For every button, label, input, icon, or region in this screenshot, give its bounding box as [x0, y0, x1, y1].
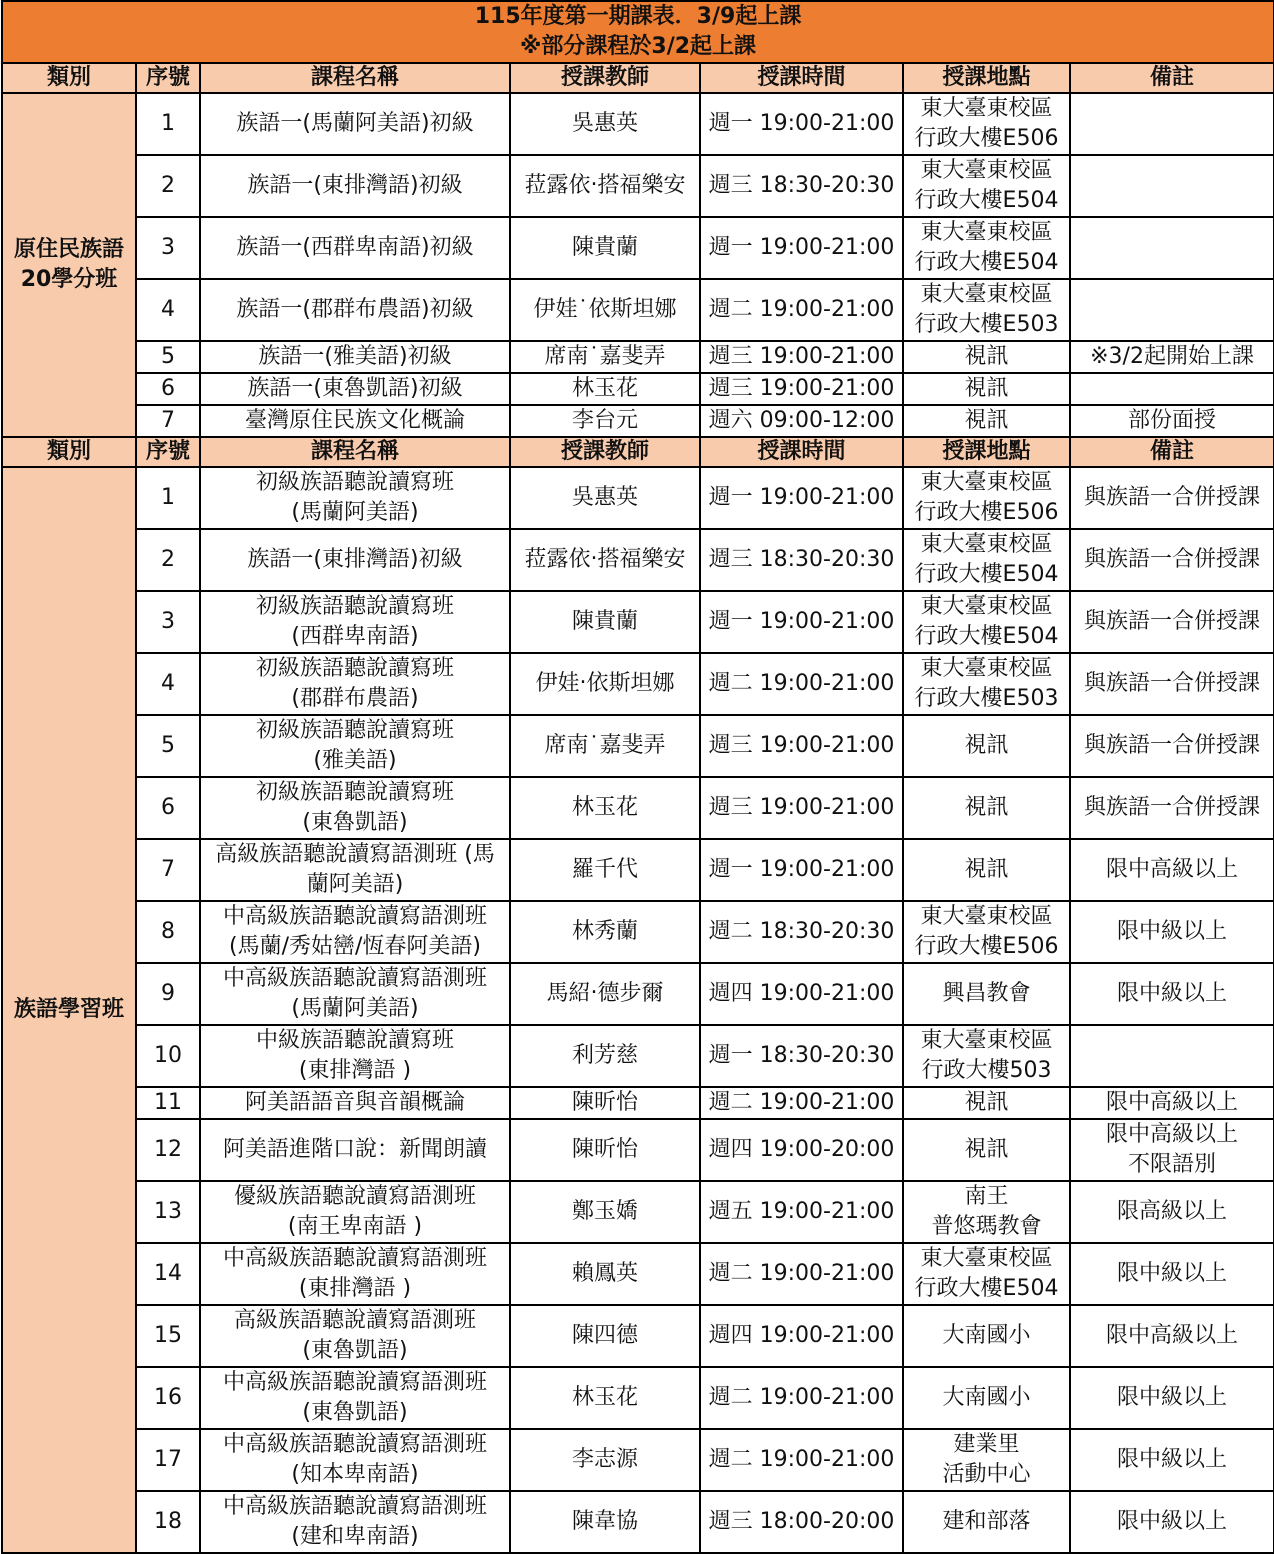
row-number: 3 [136, 591, 200, 653]
class-time: 週四 19:00-20:00 [700, 1119, 903, 1181]
row-note: 限中高級以上 [1070, 1087, 1274, 1119]
class-time: 週六 09:00-12:00 [700, 405, 903, 437]
class-time: 週五 19:00-21:00 [700, 1181, 903, 1243]
teacher-name: 李志源 [510, 1429, 700, 1491]
schedule-table [1, 0, 1274, 1554]
header-note: 備註 [1070, 437, 1274, 467]
class-time: 週二 19:00-21:00 [700, 1367, 903, 1429]
class-location: 建業里 活動中心 [903, 1429, 1070, 1491]
class-location: 視訊 [903, 839, 1070, 901]
teacher-name: 菈露依‧搭福樂安 [510, 155, 700, 217]
table-row [2, 963, 1274, 1025]
teacher-name: 席南˙嘉斐弄 [510, 341, 700, 373]
class-location: 東大臺東校區 行政大樓E504 [903, 217, 1070, 279]
row-note: 限中高級以上 [1070, 1305, 1274, 1367]
class-time: 週二 19:00-21:00 [700, 279, 903, 341]
class-location: 東大臺東校區 行政大樓E504 [903, 591, 1070, 653]
course-name: 中高級族語聽說讀寫語測班 (東魯凱語) [200, 1367, 510, 1429]
class-time: 週一 19:00-21:00 [700, 591, 903, 653]
row-number: 7 [136, 839, 200, 901]
table-row [2, 777, 1274, 839]
row-note: 限中級以上 [1070, 963, 1274, 1025]
row-number: 12 [136, 1119, 200, 1181]
row-number: 4 [136, 279, 200, 341]
teacher-name: 鄭玉嬌 [510, 1181, 700, 1243]
course-name: 中高級族語聽說讀寫語測班 (建和卑南語) [200, 1491, 510, 1553]
table-row [2, 1025, 1274, 1087]
section1-category: 原住民族語 20學分班 [2, 93, 136, 437]
teacher-name: 陳韋協 [510, 1491, 700, 1553]
table-row [2, 591, 1274, 653]
class-location: 視訊 [903, 405, 1070, 437]
class-location: 建和部落 [903, 1491, 1070, 1553]
teacher-name: 陳四德 [510, 1305, 700, 1367]
course-name: 族語一(雅美語)初級 [200, 341, 510, 373]
row-number: 7 [136, 405, 200, 437]
class-time: 週一 19:00-21:00 [700, 467, 903, 529]
row-note: ※3/2起開始上課 [1070, 341, 1274, 373]
table-title [2, 1, 1274, 63]
teacher-name: 吳惠英 [510, 93, 700, 155]
row-number: 2 [136, 529, 200, 591]
class-location: 東大臺東校區 行政大樓E504 [903, 155, 1070, 217]
row-note [1070, 93, 1274, 155]
teacher-name: 李台元 [510, 405, 700, 437]
class-location: 東大臺東校區 行政大樓503 [903, 1025, 1070, 1087]
course-name: 族語一(東排灣語)初級 [200, 155, 510, 217]
row-note: 限中高級以上 [1070, 839, 1274, 901]
class-location: 東大臺東校區 行政大樓E506 [903, 93, 1070, 155]
teacher-name: 陳貴蘭 [510, 591, 700, 653]
class-location: 視訊 [903, 715, 1070, 777]
class-location: 東大臺東校區 行政大樓E503 [903, 653, 1070, 715]
class-time: 週三 18:30-20:30 [700, 155, 903, 217]
class-time: 週三 19:00-21:00 [700, 777, 903, 839]
row-note [1070, 155, 1274, 217]
row-note: 限中級以上 [1070, 1429, 1274, 1491]
row-number: 5 [136, 341, 200, 373]
class-time: 週一 18:30-20:30 [700, 1025, 903, 1087]
teacher-name: 林玉花 [510, 777, 700, 839]
title-line-2: ※部分課程於3/2起上課 [520, 34, 757, 59]
class-location: 東大臺東校區 行政大樓E506 [903, 901, 1070, 963]
class-time: 週二 19:00-21:00 [700, 1243, 903, 1305]
class-time: 週三 19:00-21:00 [700, 373, 903, 405]
course-name: 中高級族語聽說讀寫語測班 (馬蘭阿美語) [200, 963, 510, 1025]
table-row [2, 653, 1274, 715]
table-row [2, 279, 1274, 341]
header-teacher: 授課教師 [510, 437, 700, 467]
row-number: 1 [136, 93, 200, 155]
class-location: 視訊 [903, 1119, 1070, 1181]
row-note: 限中級以上 [1070, 901, 1274, 963]
class-time: 週二 19:00-21:00 [700, 653, 903, 715]
row-note: 限高級以上 [1070, 1181, 1274, 1243]
teacher-name: 伊娃˙依斯坦娜 [510, 279, 700, 341]
row-number: 2 [136, 155, 200, 217]
row-number: 8 [136, 901, 200, 963]
course-name: 中高級族語聽說讀寫語測班 (東排灣語 ) [200, 1243, 510, 1305]
course-name: 中高級族語聽說讀寫語測班 (馬蘭/秀姑巒/恆春阿美語) [200, 901, 510, 963]
course-name: 初級族語聽說讀寫班 (馬蘭阿美語) [200, 467, 510, 529]
row-note: 與族語一合併授課 [1070, 715, 1274, 777]
table-row [2, 1119, 1274, 1181]
class-time: 週三 19:00-21:00 [700, 715, 903, 777]
table-row [2, 1367, 1274, 1429]
row-note: 與族語一合併授課 [1070, 653, 1274, 715]
teacher-name: 菈露依‧搭福樂安 [510, 529, 700, 591]
row-number: 5 [136, 715, 200, 777]
course-name: 族語一(東排灣語)初級 [200, 529, 510, 591]
row-number: 16 [136, 1367, 200, 1429]
row-note: 與族語一合併授課 [1070, 529, 1274, 591]
header-place: 授課地點 [903, 63, 1070, 93]
row-note: 限中高級以上 不限語別 [1070, 1119, 1274, 1181]
class-location: 視訊 [903, 1087, 1070, 1119]
table-row [2, 405, 1274, 437]
header-teacher: 授課教師 [510, 63, 700, 93]
row-note: 限中級以上 [1070, 1367, 1274, 1429]
class-time: 週四 19:00-21:00 [700, 1305, 903, 1367]
course-name: 高級族語聽說讀寫語測班 (東魯凱語) [200, 1305, 510, 1367]
teacher-name: 馬紹‧德步爾 [510, 963, 700, 1025]
teacher-name: 林玉花 [510, 1367, 700, 1429]
table-row [2, 341, 1274, 373]
table-row [2, 93, 1274, 155]
teacher-name: 席南˙嘉斐弄 [510, 715, 700, 777]
row-number: 17 [136, 1429, 200, 1491]
course-name: 族語一(馬蘭阿美語)初級 [200, 93, 510, 155]
class-location: 東大臺東校區 行政大樓E503 [903, 279, 1070, 341]
teacher-name: 利芳慈 [510, 1025, 700, 1087]
class-location: 視訊 [903, 777, 1070, 839]
class-time: 週一 19:00-21:00 [700, 839, 903, 901]
header-category: 類別 [2, 63, 136, 93]
class-location: 興昌教會 [903, 963, 1070, 1025]
class-time: 週三 18:00-20:00 [700, 1491, 903, 1553]
row-note: 與族語一合併授課 [1070, 467, 1274, 529]
course-name: 阿美語語音與音韻概論 [200, 1087, 510, 1119]
course-name: 阿美語進階口說：新聞朗讀 [200, 1119, 510, 1181]
course-name: 族語一(西群卑南語)初級 [200, 217, 510, 279]
row-number: 15 [136, 1305, 200, 1367]
row-note: 限中級以上 [1070, 1491, 1274, 1553]
course-name: 初級族語聽說讀寫班 (雅美語) [200, 715, 510, 777]
table-row [2, 715, 1274, 777]
course-name: 族語一(東魯凱語)初級 [200, 373, 510, 405]
header-course: 課程名稱 [200, 437, 510, 467]
class-time: 週二 19:00-21:00 [700, 1087, 903, 1119]
row-note: 限中級以上 [1070, 1243, 1274, 1305]
header-row-2 [2, 437, 1274, 467]
teacher-name: 陳昕怡 [510, 1119, 700, 1181]
course-name: 優級族語聽說讀寫語測班 (南王卑南語 ) [200, 1181, 510, 1243]
teacher-name: 林玉花 [510, 373, 700, 405]
table-row [2, 1429, 1274, 1491]
header-time: 授課時間 [700, 63, 903, 93]
header-note: 備註 [1070, 63, 1274, 93]
table-row [2, 373, 1274, 405]
class-time: 週一 19:00-21:00 [700, 93, 903, 155]
course-name: 初級族語聽說讀寫班 (西群卑南語) [200, 591, 510, 653]
row-number: 14 [136, 1243, 200, 1305]
header-number: 序號 [136, 437, 200, 467]
class-location: 大南國小 [903, 1367, 1070, 1429]
course-name: 初級族語聽說讀寫班 (郡群布農語) [200, 653, 510, 715]
row-number: 6 [136, 777, 200, 839]
teacher-name: 賴鳳英 [510, 1243, 700, 1305]
row-note [1070, 217, 1274, 279]
row-number: 1 [136, 467, 200, 529]
table-row [2, 1243, 1274, 1305]
header-time: 授課時間 [700, 437, 903, 467]
table-row [2, 1087, 1274, 1119]
teacher-name: 伊娃‧依斯坦娜 [510, 653, 700, 715]
teacher-name: 林秀蘭 [510, 901, 700, 963]
row-note [1070, 279, 1274, 341]
header-row-1 [2, 63, 1274, 93]
teacher-name: 羅千代 [510, 839, 700, 901]
header-category: 類別 [2, 437, 136, 467]
class-location: 東大臺東校區 行政大樓E504 [903, 1243, 1070, 1305]
class-time: 週一 19:00-21:00 [700, 217, 903, 279]
class-time: 週四 19:00-21:00 [700, 963, 903, 1025]
course-name: 族語一(郡群布農語)初級 [200, 279, 510, 341]
table-row [2, 217, 1274, 279]
row-note: 與族語一合併授課 [1070, 777, 1274, 839]
row-number: 3 [136, 217, 200, 279]
class-location: 視訊 [903, 373, 1070, 405]
course-name: 中高級族語聽說讀寫語測班 (知本卑南語) [200, 1429, 510, 1491]
title-row [2, 1, 1274, 63]
class-location: 東大臺東校區 行政大樓E506 [903, 467, 1070, 529]
row-number: 6 [136, 373, 200, 405]
class-time: 週二 18:30-20:30 [700, 901, 903, 963]
header-place: 授課地點 [903, 437, 1070, 467]
class-time: 週三 18:30-20:30 [700, 529, 903, 591]
table-row [2, 839, 1274, 901]
class-location: 南王 普悠瑪教會 [903, 1181, 1070, 1243]
table-row [2, 529, 1274, 591]
table-row [2, 1305, 1274, 1367]
title-line-1: 115年度第一期課表．3/9起上課 [474, 4, 802, 29]
class-time: 週二 19:00-21:00 [700, 1429, 903, 1491]
class-location: 東大臺東校區 行政大樓E504 [903, 529, 1070, 591]
row-number: 4 [136, 653, 200, 715]
teacher-name: 陳昕怡 [510, 1087, 700, 1119]
course-name: 臺灣原住民族文化概論 [200, 405, 510, 437]
row-number: 11 [136, 1087, 200, 1119]
class-location: 視訊 [903, 341, 1070, 373]
teacher-name: 吳惠英 [510, 467, 700, 529]
course-name: 高級族語聽說讀寫語測班 (馬 蘭阿美語) [200, 839, 510, 901]
row-note: 部份面授 [1070, 405, 1274, 437]
class-time: 週三 19:00-21:00 [700, 341, 903, 373]
section2-category: 族語學習班 [2, 467, 136, 1553]
class-location: 大南國小 [903, 1305, 1070, 1367]
row-number: 10 [136, 1025, 200, 1087]
row-note: 與族語一合併授課 [1070, 591, 1274, 653]
table-row [2, 1491, 1274, 1553]
header-course: 課程名稱 [200, 63, 510, 93]
row-number: 18 [136, 1491, 200, 1553]
course-name: 初級族語聽說讀寫班 (東魯凱語) [200, 777, 510, 839]
table-row [2, 1181, 1274, 1243]
course-name: 中級族語聽說讀寫班 (東排灣語 ) [200, 1025, 510, 1087]
table-row [2, 901, 1274, 963]
row-note [1070, 1025, 1274, 1087]
row-number: 13 [136, 1181, 200, 1243]
row-number: 9 [136, 963, 200, 1025]
table-row [2, 155, 1274, 217]
row-note [1070, 373, 1274, 405]
teacher-name: 陳貴蘭 [510, 217, 700, 279]
header-number: 序號 [136, 63, 200, 93]
table-row [2, 467, 1274, 529]
